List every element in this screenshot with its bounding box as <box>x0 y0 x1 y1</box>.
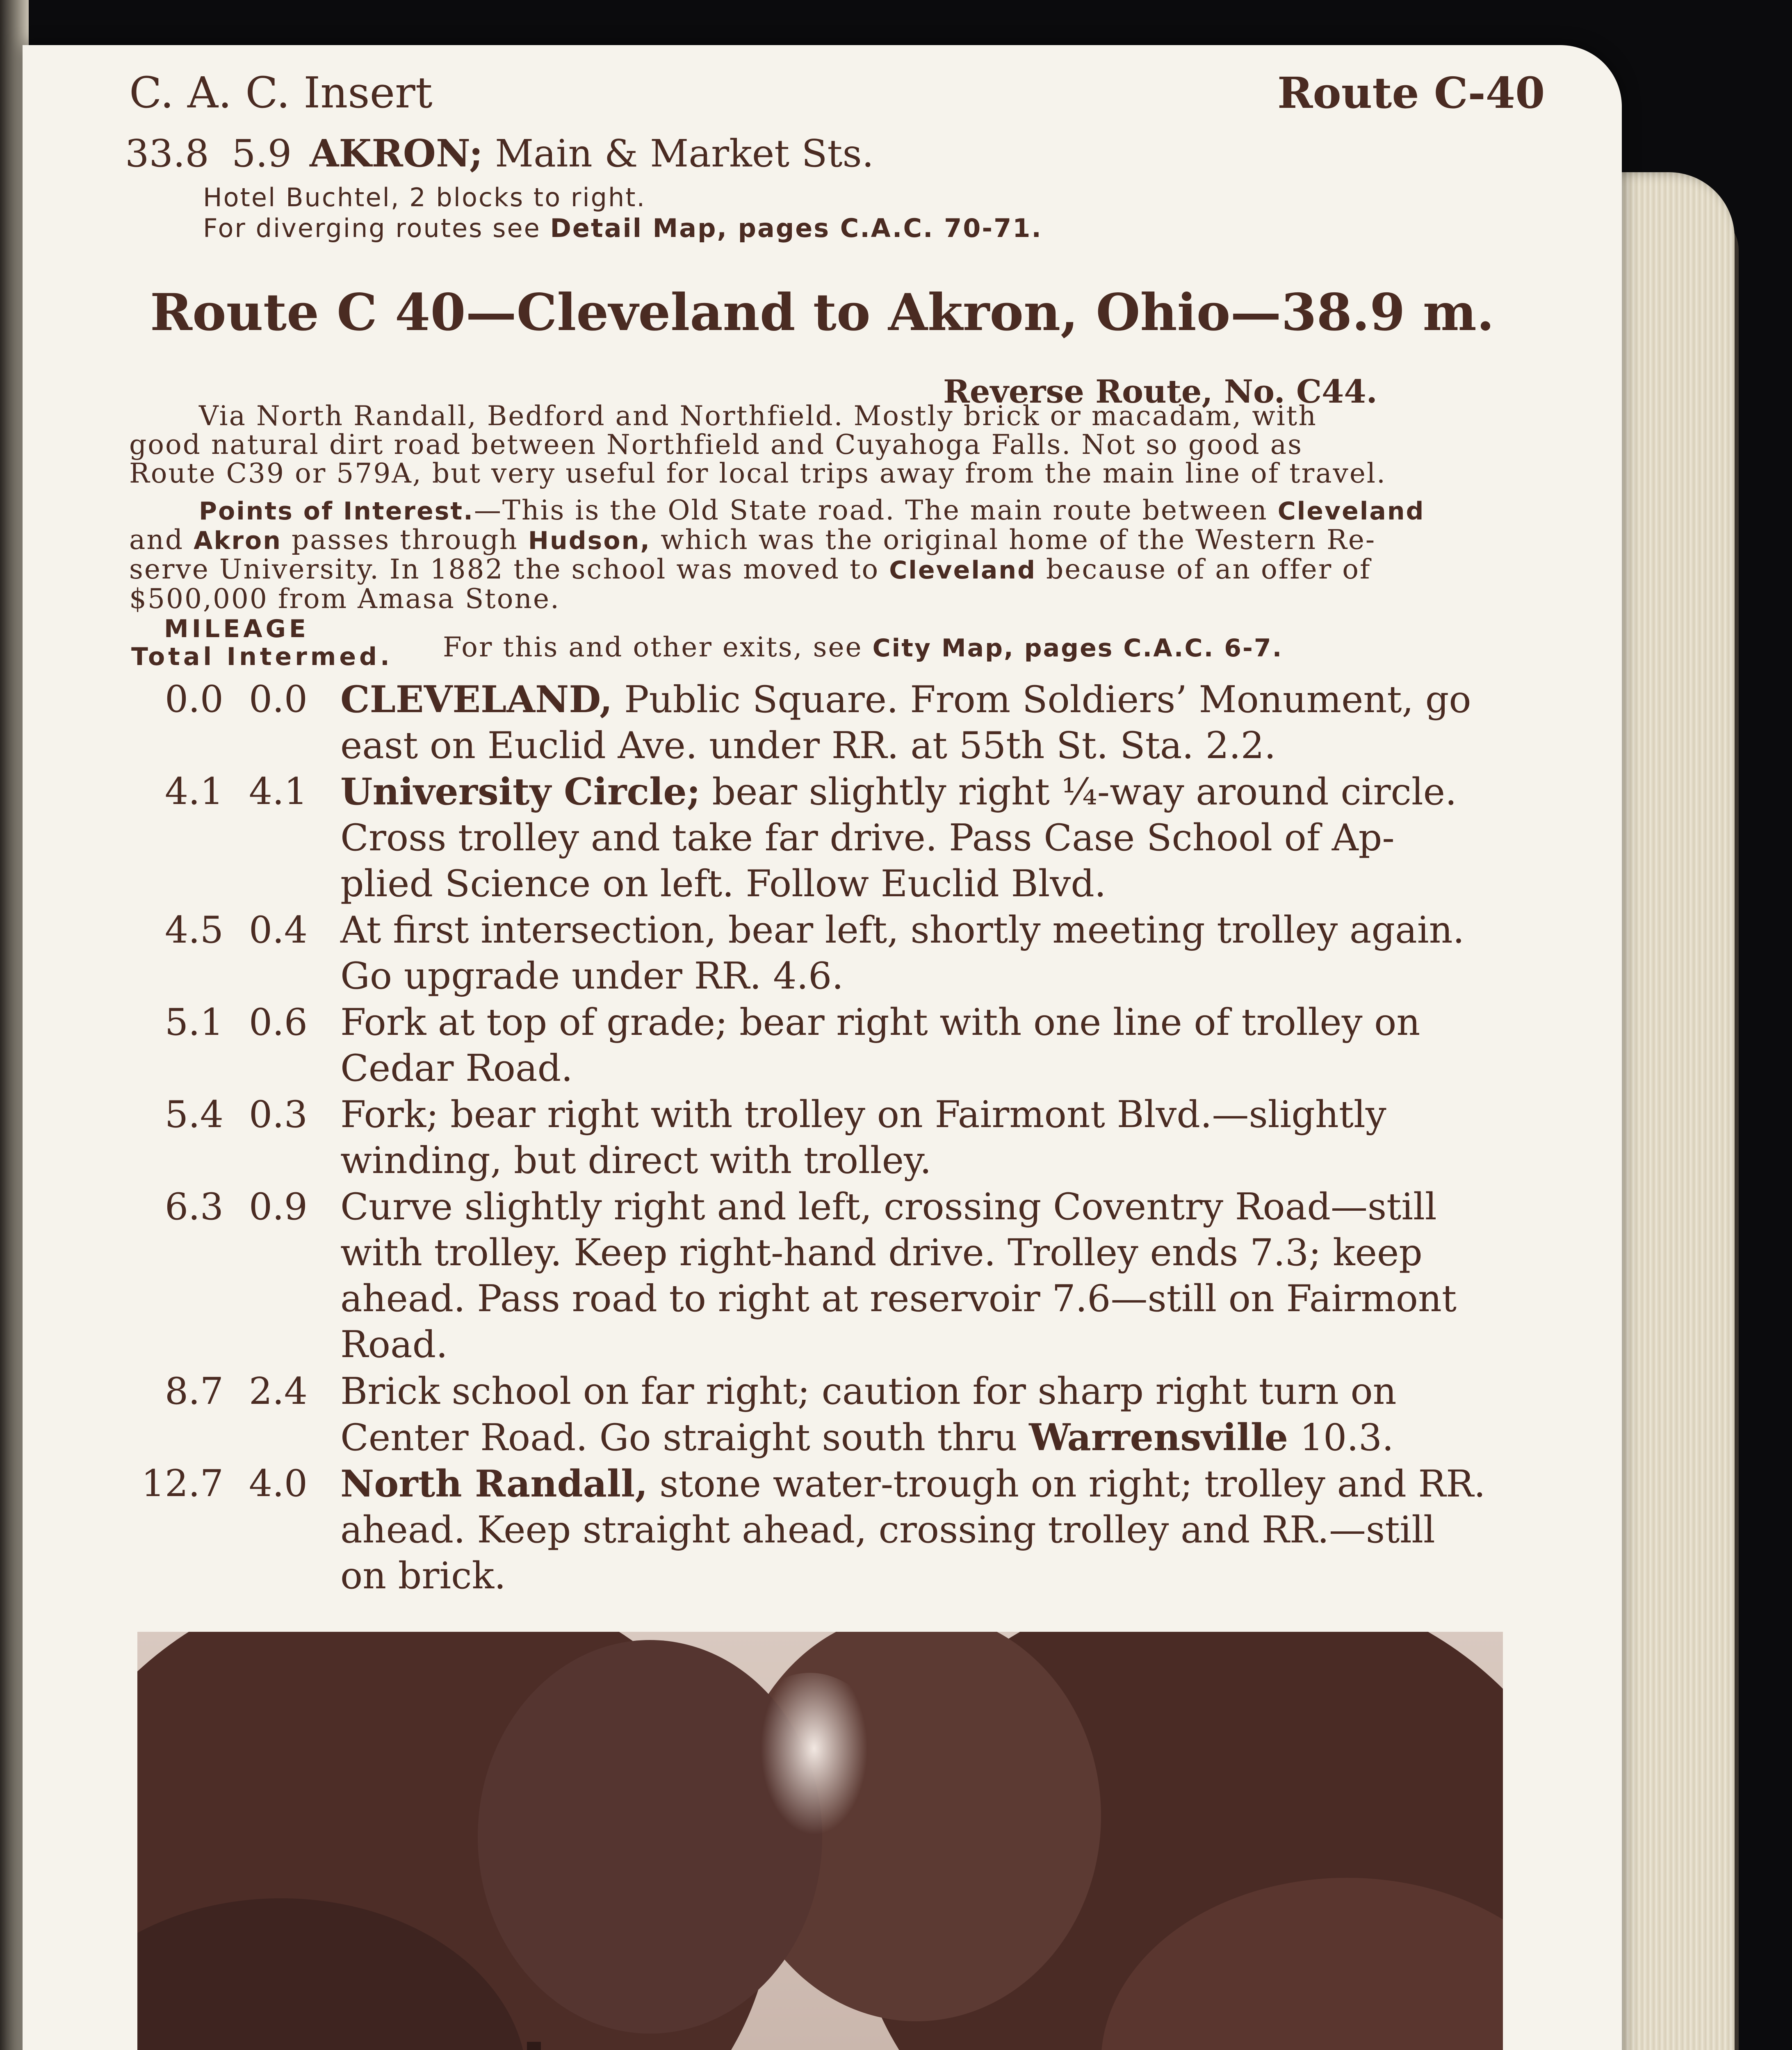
entry-intermed: 0.0 <box>249 678 308 721</box>
route-entry <box>117 1461 1544 1600</box>
akron-diverging-note <box>203 213 1042 243</box>
akron-total: 33.8 <box>125 132 209 175</box>
poi-line-4: $500,000 from Amasa Stone. <box>129 583 560 615</box>
entry-line: Fork; bear right with trolley on Fairmont Blvd.—slightly <box>340 1093 1386 1136</box>
entry-line: Cedar Road. <box>340 1047 573 1090</box>
poi-place: Hudson, <box>528 526 651 555</box>
entry-total: 4.5 <box>164 909 223 952</box>
entry-intermed: 2.4 <box>249 1370 308 1413</box>
entry-intermed: 4.1 <box>249 770 308 813</box>
poi-text: because of an offer of <box>1036 554 1371 585</box>
entry-total: 5.1 <box>164 1001 223 1044</box>
points-of-interest <box>129 496 1548 613</box>
poi-text: which was the original home of the Western Re- <box>651 524 1376 556</box>
entry-total: 5.4 <box>164 1093 223 1136</box>
poi-place: Cleveland <box>1277 497 1425 526</box>
route-entry <box>117 907 1544 1002</box>
entry-line-part: Center Road. Go straight south thru <box>340 1416 1029 1459</box>
entry-line-part: 10.3. <box>1288 1416 1394 1459</box>
entry-line <box>340 1414 1542 1461</box>
exits-city-map: City Map, pages C.A.C. 6-7. <box>872 634 1283 663</box>
entry-intermed: 0.3 <box>249 1093 308 1136</box>
route-title: Route C 40—Cleveland to Akron, Ohio—38.9 m. <box>150 283 1495 342</box>
description-line-2: good natural dirt road between Northfield and Cuyahoga Falls. Not so good as <box>129 429 1303 460</box>
entry-text <box>340 769 1542 907</box>
poi-line-3 <box>129 555 1548 585</box>
entry-line: Fork at top of grade; bear right with one line of trolley on <box>340 1001 1420 1044</box>
entry-intermed: 0.4 <box>249 909 308 952</box>
entry-line: Cross trolley and take far drive. Pass Case School of Ap- <box>340 816 1395 859</box>
entry-place: University Circle; <box>340 770 700 813</box>
entry-line: bear slightly right ¼-way around circle. <box>700 770 1457 813</box>
description-line-1: Via North Randall, Bedford and Northfield. Mostly brick or macadam, with <box>199 400 1317 432</box>
entry-line: Go upgrade under RR. 4.6. <box>340 954 844 998</box>
mileage-column-header <box>131 615 393 671</box>
exits-note <box>443 631 1283 663</box>
poi-text: passes through <box>281 524 528 556</box>
route-entry <box>117 1092 1544 1186</box>
entry-line: winding, but direct with trolley. <box>340 1139 932 1182</box>
entry-line: east on Euclid Ave. under RR. at 55th St. Sta. 2.2. <box>340 724 1276 767</box>
akron-destination-line <box>125 131 874 175</box>
columns-label: Total Intermed. <box>131 642 393 671</box>
route-entry <box>117 1369 1544 1463</box>
entry-line: stone water-trough on right; trolley and RR. <box>647 1462 1486 1506</box>
akron-place: AKRON; <box>310 131 483 175</box>
entry-intermed: 4.0 <box>249 1462 308 1505</box>
entry-text <box>340 907 1542 999</box>
entry-line: ahead. Pass road to right at reservoir 7.6—still on Fairmont <box>340 1277 1457 1320</box>
entry-line: with trolley. Keep right-hand drive. Trolley ends 7.3; keep <box>340 1231 1423 1274</box>
poi-line-1 <box>129 496 1548 526</box>
entry-place: North Randall, <box>340 1462 648 1506</box>
entry-line: plied Science on left. Follow Euclid Blvd. <box>340 862 1106 905</box>
road-photograph-drawing <box>137 1632 1503 2050</box>
diverging-detail-map: Detail Map, pages C.A.C. 70-71. <box>550 213 1042 243</box>
poi-text: and <box>129 524 194 556</box>
poi-text: serve University. In 1882 the school was moved to <box>129 554 889 585</box>
entry-total: 4.1 <box>164 770 223 813</box>
entry-total: 6.3 <box>164 1185 223 1228</box>
poi-place: Cleveland <box>889 556 1037 585</box>
entry-text <box>340 1000 1542 1091</box>
route-entry <box>117 1184 1544 1369</box>
entry-line: ahead. Keep straight ahead, crossing trolley and RR.—still <box>340 1508 1435 1551</box>
road-photograph <box>137 1632 1503 2050</box>
description-line-3: Route C39 or 579A, but very useful for local trips away from the main line of travel. <box>129 458 1386 489</box>
route-entry <box>117 1000 1544 1094</box>
entry-total: 8.7 <box>164 1370 223 1413</box>
exits-text: For this and other exits, see <box>443 631 873 663</box>
poi-line-2 <box>129 526 1548 555</box>
akron-hotel-note: Hotel Buchtel, 2 blocks to right. <box>203 182 646 212</box>
poi-label: Points of Interest. <box>199 497 474 526</box>
route-entry <box>117 769 1544 908</box>
entry-text <box>340 676 1542 769</box>
route-description <box>129 402 1548 488</box>
entry-total: 0.0 <box>164 678 223 721</box>
entry-intermed: 0.6 <box>249 1001 308 1044</box>
entry-text <box>340 1461 1542 1599</box>
poi-text: —This is the Old State road. The main route between <box>474 494 1278 526</box>
entry-line: Public Square. From Soldiers’ Monument, go <box>612 678 1471 721</box>
entry-line: Brick school on far right; caution for sharp right turn on <box>340 1370 1397 1413</box>
entry-intermed: 0.9 <box>249 1185 308 1228</box>
book-page <box>23 45 1622 2050</box>
akron-rest: Main & Market Sts. <box>483 132 874 175</box>
entry-total: 12.7 <box>141 1462 223 1505</box>
reverse-route: Reverse Route, No. C44. <box>943 373 1377 410</box>
running-head-left: C. A. C. Insert <box>129 68 433 118</box>
mileage-label: MILEAGE <box>164 615 309 643</box>
diverging-text: For diverging routes see <box>203 213 550 243</box>
poi-place: Akron <box>194 526 282 555</box>
entry-place: Warrensville <box>1029 1416 1288 1459</box>
route-entry <box>117 676 1544 771</box>
entry-line: Curve slightly right and left, crossing Coventry Road—still <box>340 1185 1437 1228</box>
entry-line: on brick. <box>340 1554 506 1597</box>
entry-line: Road. <box>340 1323 448 1366</box>
entry-line: At first intersection, bear left, shortly meeting trolley again. <box>340 909 1465 952</box>
running-head-right: Route C-40 <box>1277 68 1545 118</box>
entry-place: CLEVELAND, <box>340 678 613 721</box>
entry-text <box>340 1184 1542 1368</box>
entry-text <box>340 1092 1542 1184</box>
entry-text <box>340 1369 1542 1461</box>
akron-intermed: 5.9 <box>232 132 292 175</box>
